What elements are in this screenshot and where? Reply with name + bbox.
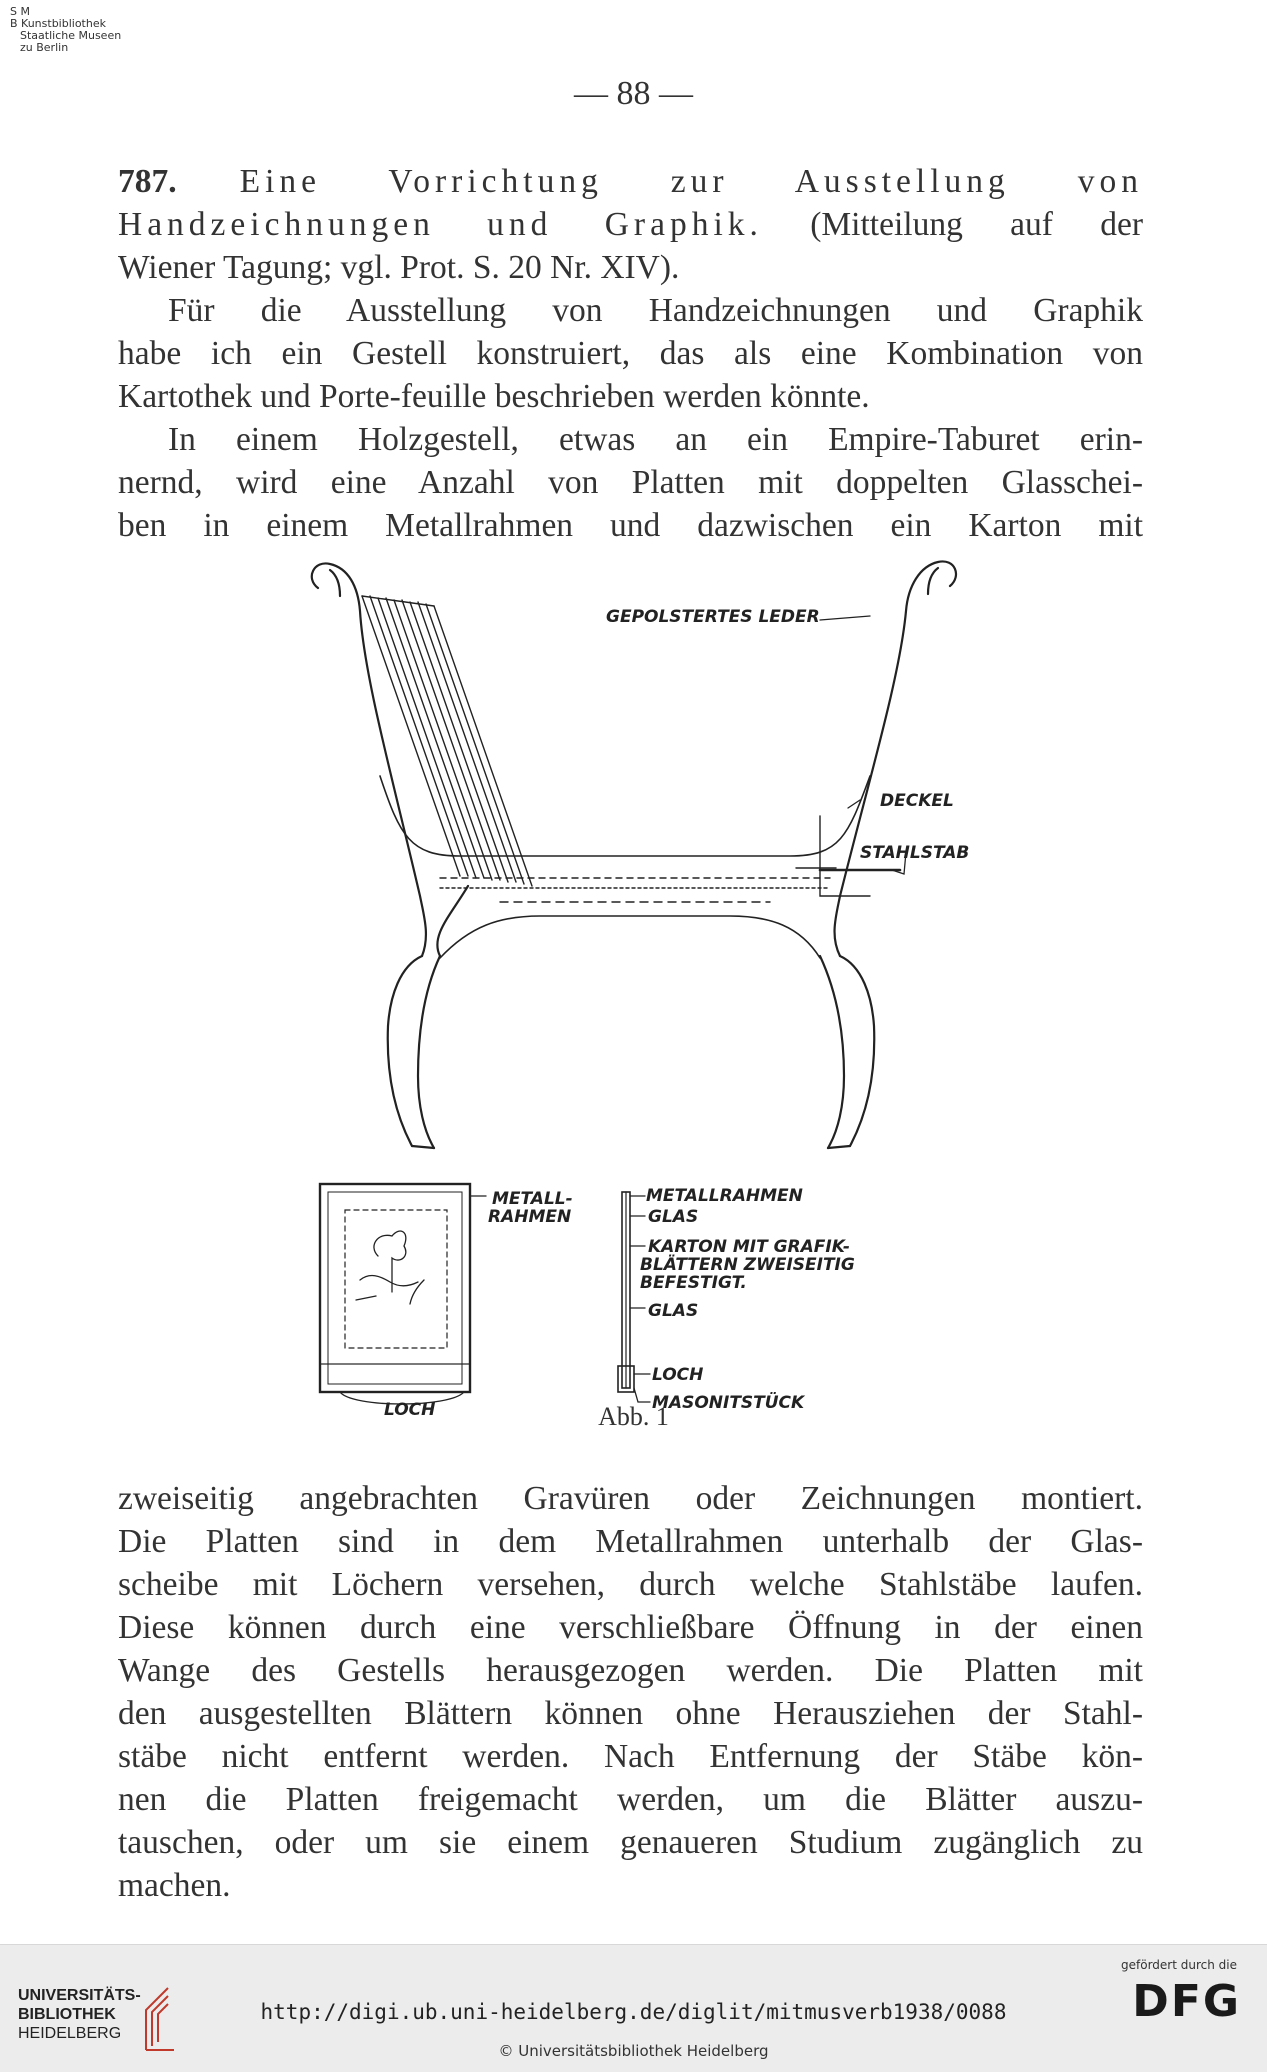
- paragraph-line: Wange des Gestells herausgezogen werden. Die Platten mit: [118, 1652, 1143, 1689]
- label-karton-line-1: KARTON MIT GRAFIK-: [648, 1237, 850, 1257]
- heading-line-2: [118, 203, 1143, 246]
- label-stahlstab: STAHLSTAB: [860, 843, 970, 863]
- paragraph-line: nen die Platten freigemacht werden, um die Blätter auszu-: [118, 1781, 1143, 1818]
- paragraph-line: den ausgestellten Blättern können ohne Herausziehen der Stahl-: [118, 1695, 1143, 1732]
- glass-plates: [362, 596, 532, 886]
- stamp-line: Staatliche Museen: [20, 29, 122, 42]
- stamp-line: zu Berlin: [20, 41, 69, 54]
- section-number: 787.: [118, 163, 177, 200]
- dfg-logo: DFG: [1132, 1976, 1241, 2027]
- label-loch-left: LOCH: [384, 1400, 436, 1420]
- section-787: [118, 160, 1143, 547]
- paragraph-line: zweiseitig angebrachten Gravüren oder Zeichnungen montiert.: [118, 1480, 1143, 1517]
- library-stamp: [10, 6, 121, 54]
- heading-line-1: [118, 160, 1143, 203]
- paragraph-line: Kartothek und Porte-feuille beschrieben werden könnte.: [118, 378, 870, 415]
- label-metallrahmen-left-1: METALL-: [492, 1189, 573, 1209]
- label-glas-2: GLAS: [648, 1301, 699, 1321]
- rack-left-arm: [312, 563, 426, 956]
- library-name-line: UNIVERSITÄTS-: [18, 1987, 141, 2004]
- funding-note: gefördert durch die: [1121, 1958, 1237, 1972]
- continuation-paragraph: [118, 1477, 1143, 1907]
- heading-text: Eine Vorrichtung zur Ausstellung von: [239, 163, 1144, 200]
- stamp-line: B Kunstbibliothek: [10, 17, 106, 30]
- figure-caption: Abb. 1: [598, 1402, 669, 1431]
- rack-right-leg: [840, 956, 874, 1146]
- library-name-line: BIBLIOTHEK: [18, 2006, 116, 2023]
- paragraph-line: Diese können durch eine verschließbare Öffnung in der einen: [118, 1609, 1143, 1646]
- footer-url-link[interactable]: http://digi.ub.uni-heidelberg.de/diglit/mitmusverb1938/0088: [260, 2000, 1007, 2024]
- label-loch-right: LOCH: [652, 1365, 704, 1385]
- rack-left-leg: [388, 956, 422, 1146]
- label-karton-line-2: BLÄTTERN ZWEISEITIG: [640, 1255, 855, 1275]
- page-number: — 88 —: [574, 75, 693, 112]
- label-metallrahmen-left-2: RAHMEN: [488, 1207, 572, 1227]
- heading-rest: (Mitteilung auf der: [810, 206, 1144, 243]
- paragraph-line: stäbe nicht entfernt werden. Nach Entfernung der Stäbe kön-: [118, 1738, 1143, 1775]
- rack-right-arm: [835, 561, 956, 956]
- paragraph-line: machen.: [118, 1867, 231, 1904]
- label-metallrahmen-right: METALLRAHMEN: [646, 1186, 803, 1206]
- heading-line-3: Wiener Tagung; vgl. Prot. S. 20 Nr. XIV).: [118, 249, 680, 286]
- label-masonitstueck: MASONITSTÜCK: [652, 1393, 805, 1413]
- paragraph-line: Für die Ausstellung von Handzeichnungen und Graphik: [168, 292, 1143, 329]
- paragraph-line: nernd, wird eine Anzahl von Platten mit doppelten Glasschei-: [118, 464, 1143, 501]
- label-karton-line-3: BEFESTIGT.: [640, 1273, 747, 1293]
- stamp-line: S M: [10, 5, 30, 18]
- label-deckel: DECKEL: [880, 791, 954, 811]
- heading-text: Handzeichnungen und Graphik.: [118, 206, 763, 243]
- library-name-line: HEIDELBERG: [18, 2025, 122, 2042]
- paragraph-line: tauschen, oder um sie einem genaueren Studium zugänglich zu: [118, 1824, 1143, 1861]
- paragraph-line: scheibe mit Löchern versehen, durch welche Stahlstäbe laufen.: [118, 1566, 1143, 1603]
- label-gepolstertes-leder: GEPOLSTERTES LEDER: [606, 607, 820, 627]
- footer-copyright: © Universitätsbibliothek Heidelberg: [498, 2042, 769, 2060]
- paragraph-line: ben in einem Metallrahmen und dazwischen ein Karton mit: [118, 507, 1143, 544]
- paragraph-line: In einem Holzgestell, etwas an ein Empire-Taburet erin-: [168, 421, 1143, 458]
- paragraph-line: Die Platten sind in dem Metallrahmen unterhalb der Glas-: [118, 1523, 1143, 1560]
- paragraph-line: habe ich ein Gestell konstruiert, das als eine Kombination von: [118, 335, 1143, 372]
- label-glas-1: GLAS: [648, 1207, 699, 1227]
